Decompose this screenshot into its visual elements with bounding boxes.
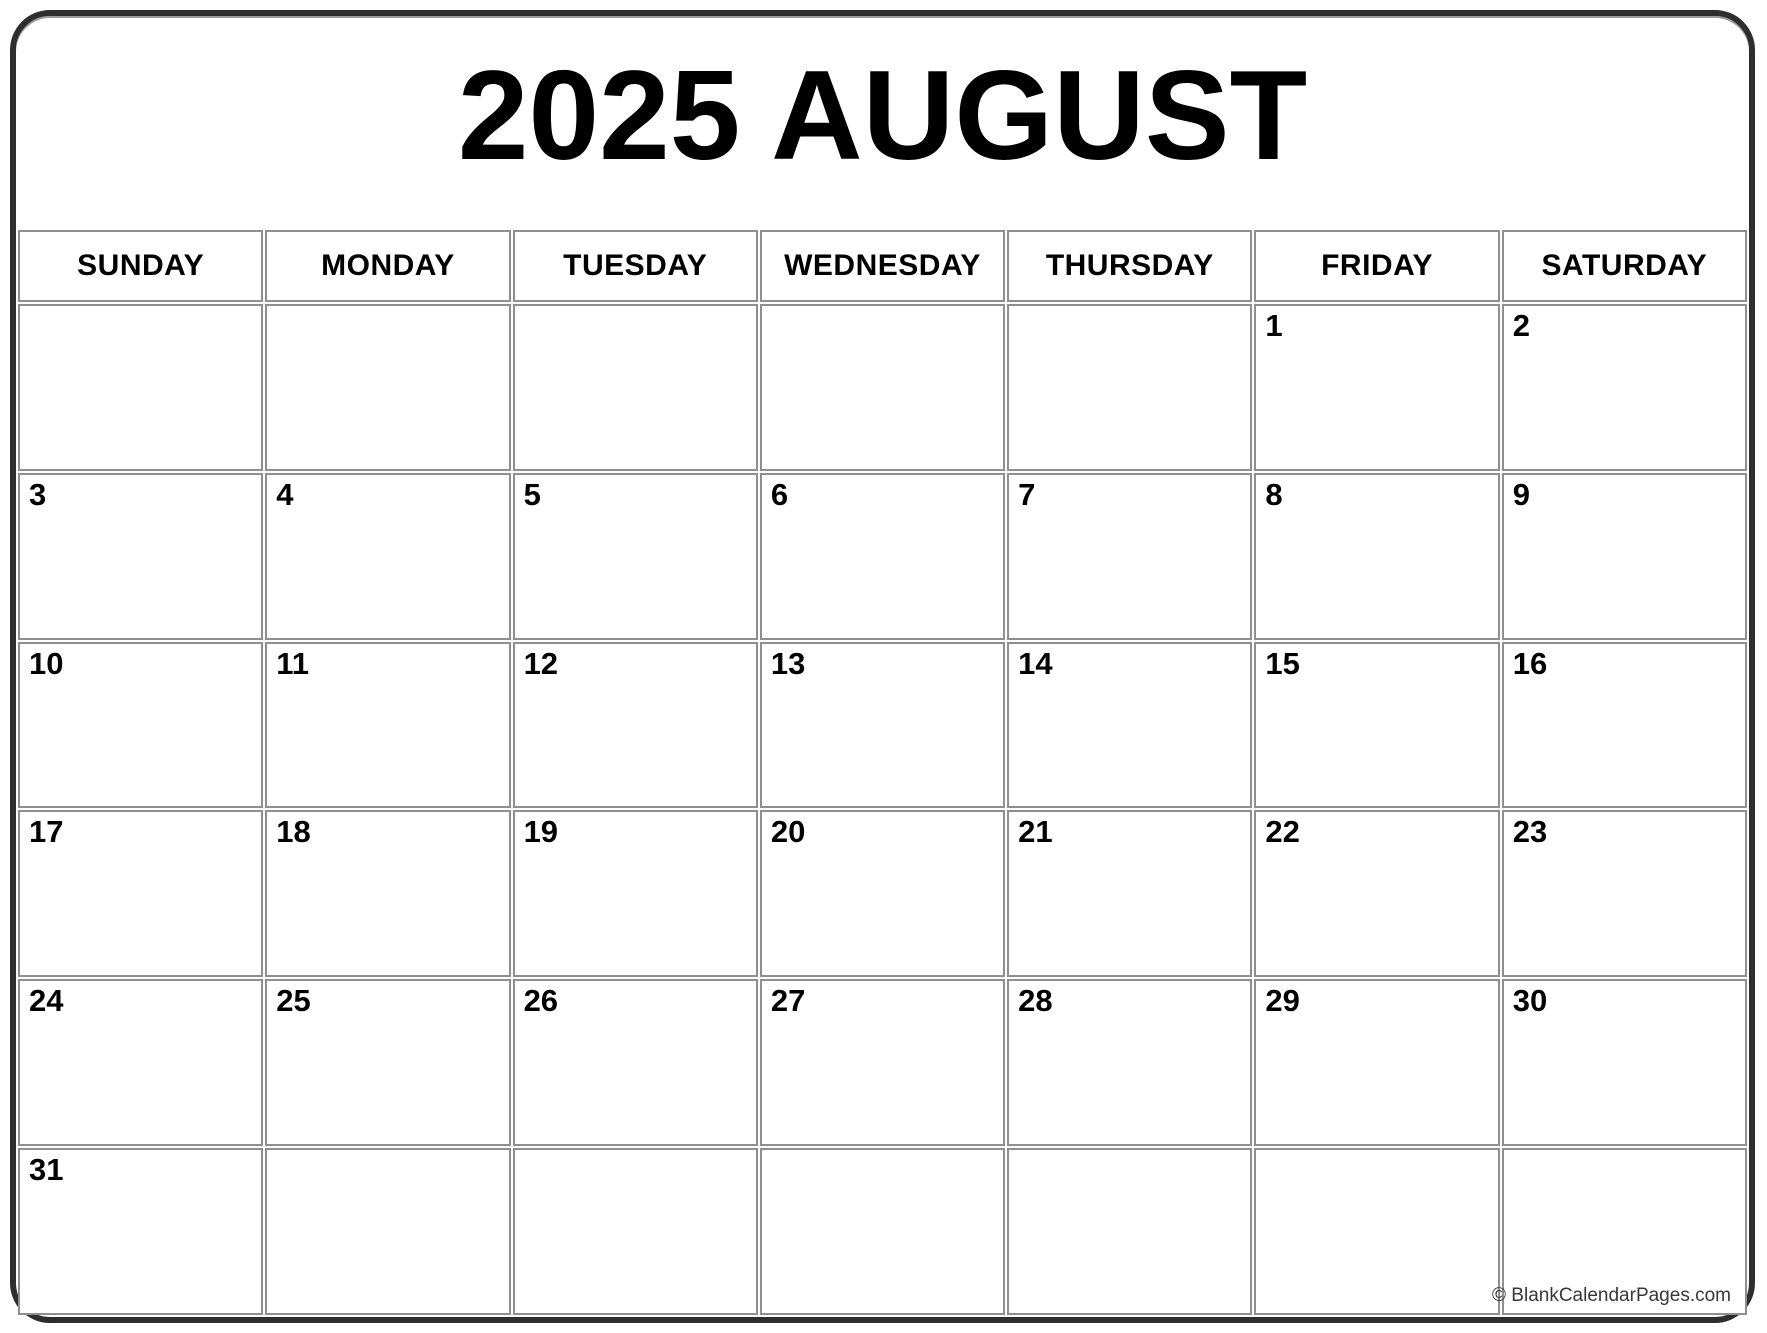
day-cell-23 <box>1502 810 1747 977</box>
day-number: 9 <box>1512 476 1530 512</box>
day-cell-15 <box>1254 642 1499 809</box>
day-number: 24 <box>29 983 64 1019</box>
day-cell-empty <box>760 304 1005 471</box>
day-number: 21 <box>1018 814 1053 850</box>
day-cell-3 <box>18 473 263 640</box>
day-cell-9 <box>1502 473 1747 640</box>
day-number: 22 <box>1265 814 1300 850</box>
day-number: 5 <box>523 476 541 512</box>
day-cell-25 <box>265 979 510 1146</box>
day-number: 4 <box>276 476 294 512</box>
day-cell-21 <box>1007 810 1252 977</box>
day-number: 29 <box>1265 983 1300 1019</box>
weekday-header-wednesday: WEDNESDAY <box>760 230 1005 302</box>
day-cell-30 <box>1502 979 1747 1146</box>
day-cell-empty <box>18 304 263 471</box>
day-cell-empty <box>513 304 758 471</box>
day-number: 15 <box>1265 645 1300 681</box>
day-cell-5 <box>513 473 758 640</box>
day-cell-18 <box>265 810 510 977</box>
weekday-header-thursday: THURSDAY <box>1007 230 1252 302</box>
day-cell-19 <box>513 810 758 977</box>
day-number: 20 <box>770 814 806 850</box>
calendar-grid <box>18 230 1747 1315</box>
day-cell-2 <box>1502 304 1747 471</box>
day-number: 2 <box>1512 308 1530 343</box>
day-cell-13 <box>760 642 1005 809</box>
day-cell-16 <box>1502 642 1747 809</box>
weekday-header-friday: FRIDAY <box>1254 230 1499 302</box>
day-number: 17 <box>29 814 64 850</box>
day-cell-26 <box>513 979 758 1146</box>
day-cell-14 <box>1007 642 1252 809</box>
day-number: 14 <box>1018 645 1053 681</box>
day-number: 27 <box>770 983 806 1019</box>
day-number: 18 <box>276 814 311 850</box>
day-cell-29 <box>1254 979 1499 1146</box>
day-number: 3 <box>29 476 47 512</box>
calendar-frame <box>10 10 1755 1323</box>
day-number: 31 <box>29 1152 64 1188</box>
day-cell-31 <box>18 1148 263 1315</box>
day-cell-empty <box>760 1148 1005 1315</box>
copyright-text: © BlankCalendarPages.com <box>1492 1284 1731 1306</box>
weekday-header-tuesday: TUESDAY <box>513 230 758 302</box>
calendar-title: 2025 AUGUST <box>457 44 1308 186</box>
day-cell-24 <box>18 979 263 1146</box>
day-cell-28 <box>1007 979 1252 1146</box>
day-cell-4 <box>265 473 510 640</box>
weekday-header-monday: MONDAY <box>265 230 510 302</box>
day-number: 13 <box>770 645 806 681</box>
day-number: 8 <box>1265 476 1283 512</box>
day-cell-empty <box>265 1148 510 1315</box>
day-cell-empty <box>265 304 510 471</box>
day-number: 23 <box>1512 814 1548 850</box>
day-number: 30 <box>1512 983 1548 1019</box>
day-cell-1 <box>1254 304 1499 471</box>
day-number: 28 <box>1018 983 1053 1019</box>
day-number: 16 <box>1512 645 1548 681</box>
day-number: 1 <box>1265 308 1283 343</box>
day-cell-27 <box>760 979 1005 1146</box>
day-number: 25 <box>276 983 311 1019</box>
day-cell-12 <box>513 642 758 809</box>
day-cell-empty <box>1007 1148 1252 1315</box>
day-cell-20 <box>760 810 1005 977</box>
day-cell-8 <box>1254 473 1499 640</box>
day-number: 6 <box>770 476 789 512</box>
day-cell-10 <box>18 642 263 809</box>
day-cell-11 <box>265 642 510 809</box>
day-number: 26 <box>523 983 559 1019</box>
day-number: 7 <box>1018 476 1036 512</box>
day-cell-empty <box>1492 1148 1747 1315</box>
day-cell-empty <box>1007 304 1252 471</box>
day-cell-17 <box>18 810 263 977</box>
weekday-header-saturday: SATURDAY <box>1502 230 1747 302</box>
weekday-header-sunday: SUNDAY <box>18 230 263 302</box>
day-number: 19 <box>523 814 559 850</box>
day-number: 10 <box>29 645 64 681</box>
day-number: 12 <box>523 645 559 681</box>
day-cell-6 <box>760 473 1005 640</box>
day-number: 11 <box>276 645 310 681</box>
day-cell-22 <box>1254 810 1499 977</box>
day-cell-empty <box>1254 1148 1499 1315</box>
day-cell-7 <box>1007 473 1252 640</box>
day-cell-empty <box>513 1148 758 1315</box>
